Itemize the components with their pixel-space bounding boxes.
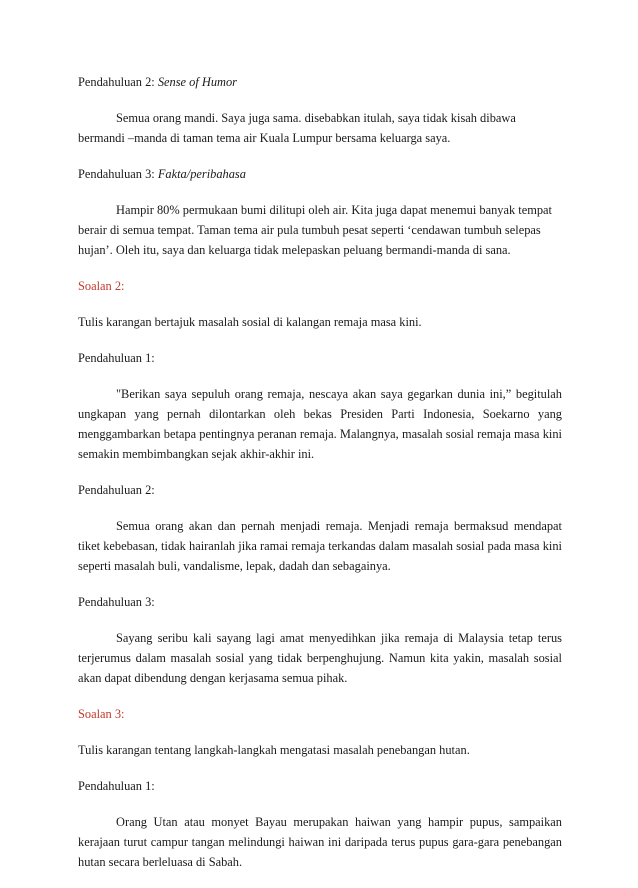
q2-paragraph-pendahuluan-1: "Berikan saya sepuluh orang remaja, nescaya akan saya gegarkan dunia ini,” begitulah ungkapan yang pernah dilontarkan oleh bekas Presiden Parti Indonesia, Soekarno yang menggambarkan betapa pentingnya peranan remaja. Malangnya, masalah sosial remaja masa kini semakin membimbangkan sejak akhir-akhir ini. [78, 387, 562, 461]
q3-paragraph-pendahuluan-1: Orang Utan atau monyet Bayau merupakan haiwan yang hampir pupus, sampaikan kerajaan turut campur tangan melindungi haiwan ini daripada terus pupus gara-gara penebangan hutan secara berleluasa di Sabah. [78, 815, 562, 869]
heading-pendahuluan-3-label: Pendahuluan 3: [78, 167, 158, 181]
q2-paragraph-pendahuluan-2: Semua orang akan dan pernah menjadi remaja. Menjadi remaja bermaksud mendapat tiket kebebasan, tidak hairanlah jika ramai remaja terkandas dalam masalah sosial pada masa kini seperti masalah buli, vandalisme, lepak, dadah dan sebagainya. [78, 519, 562, 573]
q2-paragraph-pendahuluan-3: Sayang seribu kali sayang lagi amat menyedihkan jika remaja di Malaysia tetap terus terjerumus dalam masalah sosial yang tidak berpenghujung. Namun kita yakin, masalah sosial akan dapat dibendung dengan kerjasama semua pihak. [78, 631, 562, 685]
heading-pendahuluan-3-type: Fakta/peribahasa [157, 167, 246, 181]
heading-pendahuluan-2-type: Sense of Humor [157, 75, 237, 89]
q2-heading-pendahuluan-3: Pendahuluan 3: [78, 595, 155, 609]
question-3-text: Tulis karangan tentang langkah-langkah mengatasi masalah penebangan hutan. [78, 743, 470, 757]
paragraph-pendahuluan-3: Hampir 80% permukaan bumi dilitupi oleh air. Kita juga dapat menemui banyak tempat berair di semua tempat. Taman tema air pula tumbuh pesat seperti ‘cendawan tumbuh selepas hujan’. Oleh itu, saya dan keluarga tidak melepaskan peluang bermandi-manda di sana. [78, 203, 552, 257]
q2-heading-pendahuluan-2: Pendahuluan 2: [78, 483, 155, 497]
section-heading-soalan-2: Soalan 2: [78, 279, 125, 293]
heading-pendahuluan-2 [78, 72, 562, 92]
q3-heading-pendahuluan-1: Pendahuluan 1: [78, 779, 155, 793]
document-page [78, 72, 562, 888]
question-2-text: Tulis karangan bertajuk masalah sosial di kalangan remaja masa kini. [78, 315, 422, 329]
heading-pendahuluan-3 [78, 164, 562, 184]
paragraph-pendahuluan-2: Semua orang mandi. Saya juga sama. disebabkan itulah, saya tidak kisah dibawa bermandi –manda di taman tema air Kuala Lumpur bersama keluarga saya. [78, 111, 516, 145]
q2-heading-pendahuluan-1: Pendahuluan 1: [78, 351, 155, 365]
section-heading-soalan-3: Soalan 3: [78, 707, 125, 721]
heading-pendahuluan-2-label: Pendahuluan 2: [78, 75, 158, 89]
